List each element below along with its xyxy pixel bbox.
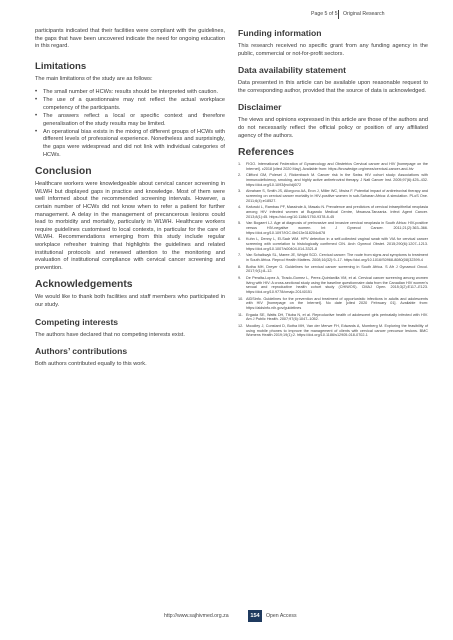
conclusion-text: Healthcare workers were knowledgeable about cervical cancer screening in WLWH but displayed gaps in practice and knowledge. Most of them were well informed about the recommended screening intervals. However, a certain number of HCWs did not know when to refer a patient for further management. A delay in the management of precancerous lesions could lead to morbidity and mortality, particularly in WLWH. Healthcare workers require guidelines customised to local contexts, in particular for the care of WLWH. Recommendations emerging from this study include regular workplace refresher training that highlights the guidelines and related institutional protocols and renewed attention to the monitoring and evaluation of institutional compliance with cervical cancer screening and prevention. <box>35 181 225 271</box>
reference-item: 10. AIDSinfo. Guidelines for the prevention and treatment of opportunistic infections in adults and adolescents with HIV [homepage on the Internet]. No date [cited 2020 February 01]. Available from: https://aidsinfo.nih.gov/guidelines <box>238 296 428 311</box>
reference-item: 11. Ergada SE, Watts DH, Tituba N, et al. Reproductive health of adolescent girls perinatally infected with HIV. Am J Public Health. 2007;97(6):1047–1052. <box>238 312 428 322</box>
intro-paragraph: participants indicated that their facilities were compliant with the guidelines, the gaps that have been uncovered indicate the need for ongoing education in this regard. <box>35 28 225 50</box>
funding-heading: Funding information <box>238 28 322 38</box>
right-column <box>238 28 428 340</box>
references-heading: References <box>238 147 295 159</box>
limitations-list <box>35 89 225 159</box>
reference-item: 5. Van Bogaert LJ. Age at diagnosis of preinvasive and invasive cervical neoplasia in South Africa: HIV-positive versus HIV-negative women. Int J Gynecol Cancer. 2011;21(2):363–366. https://doi.org/10.1097/IGC.0b013e318204c678 <box>238 221 428 235</box>
header-separator <box>338 10 339 19</box>
limitation-item: • The small number of HCWs: results should be interpreted with caution. <box>35 89 225 97</box>
limitation-item: • The use of a questionnaire may not reflect the actual workplace competency of the participants. <box>35 97 225 112</box>
data-availability-text: Data presented in this article can be available upon reasonable request to the corresponding author, provided that the source of data is acknowledged. <box>238 80 428 94</box>
page-header <box>0 10 453 22</box>
competing-interests-heading: Competing interests <box>35 316 119 327</box>
disclaimer-heading: Disclaimer <box>238 102 282 113</box>
limitation-item: • An operational bias exists in the mixing of different groups of HCWs with different levels of professional experience. Nonetheless and surprisingly, the gaps were widespread and did not link with individual categories of HCWs. <box>35 129 225 159</box>
reference-item: 7. Van Schalkwyk SL, Maree JE, Wright SCD. Cervical cancer: The route from signs and symptoms to treatment in South Africa. Reprod Health Matters. 2008;16(32):9–17. https://doi.org/10.1016/S0968-8080(08)32399-4 <box>238 253 428 263</box>
journal-url-link[interactable]: http://www.sajhivmed.org.za <box>164 613 229 619</box>
acknowledgements-heading: Acknowledgements <box>35 279 133 291</box>
acknowledgements-text: We would like to thank both facilities and staff members who participated in our study. <box>35 294 225 308</box>
disclaimer-text: The views and opinions expressed in this article are those of the authors and do not necessarily reflect the official policy or position of any affiliated agency of the authors. <box>238 117 428 139</box>
section-label: Original Research <box>343 11 385 17</box>
conclusion-heading: Conclusion <box>35 166 92 178</box>
left-column <box>35 28 225 375</box>
reference-item: 8. Botha MH, Dreyer G. Guidelines for cervical cancer screening in South Africa. S Afr J Gynaecol Oncol. 2017;9(1):8–12. <box>238 264 428 274</box>
page-indicator: Page 5 of 5 <box>311 11 338 17</box>
reference-item: 1. FIGO. International Federation of Gynaecology and Obstetrics Cervical cancer and HIV [homepage on the Internet]. c2018 [cited 2020 May]. Available from: https://knowledge.org/news/cervical-cancer-and-hiv <box>238 162 428 171</box>
competing-interests-text: The authors have declared that no competing interests exist. <box>35 331 185 338</box>
authors-contributions-text: Both authors contributed equally to this work. <box>35 361 147 368</box>
reference-item: 9. De Peralta-Lopez A, Tirado-Gomez L, Perez-Quintanilla VM, et al. Cervical cancer screening among women living with HIV: A cross-sectional study using the baseline questionnaire data from the Canadian HIV women’s sexual and reproductive health cohort study (CHIWOS). CMAJ Open. 2015;3(2):E117–E123. https://doi.org/10.9778/cmajo.20140151 <box>238 276 428 295</box>
authors-contributions-heading: Authors’ contributions <box>35 346 128 357</box>
limitation-item: • The answers reflect a local or specific context and therefore generalisation of the study results may be limited. <box>35 113 225 128</box>
reference-item: 6. Kuhn L, Denny L, El-Sadr WM. HPV detection in a self-collected vaginal swab with VIA for cervical cancer screening with correlation to histologically confirmed CIN. Arch Gynecol Obstet. 2015;290(6):1207–1213. https://doi.org/10.1007/s00404-014-3321-8 <box>238 237 428 251</box>
page-number-badge: 154 <box>248 610 262 622</box>
reference-item: 2. Clifford GM, Polesel J, Rickenbach M. Cancer risk in the Swiss HIV cohort study: Associations with immunodeficiency, smoking, and highly active antiretroviral therapy. J Natl Cancer Inst. 2005;97(6):425–432. https://doi.org/10.1093/jnci/dji072 <box>238 173 428 187</box>
data-availability-heading: Data availability statement <box>238 65 346 76</box>
funding-text: This research received no specific grant from any funding agency in the public, commercial or not-for-profit sectors. <box>238 43 428 57</box>
reference-item: 12. Moodley J, Constant D, Botha MH, Van der Merwe FH, Edwards A, Momberg M. Exploring the feasibility of using mobile phones to improve the management of clients with cervical cancer precursor lesions. BMC Womens Health 2019;19(1):2. https://doi.org/10.1186/s12905-018-0702-1 <box>238 324 428 338</box>
reference-item: 3. Abraham S, Smith JS, Allorgono AA, Eron J, Miller WC, Mwira F. Potential impact of antiretroviral therapy and screening on cervical cancer mortality in HIV-positive women in sub-Saharan Africa: A simulation. PLoS One. 2011;6(4):e18527. <box>238 189 428 203</box>
reference-item: 4. Kafuruki L, Rambau PF, Massinde A, Masalu N. Prevalence and predictors of cervical intraepithelial neoplasia among HIV infected women at Bugando Medical Centre, Mwanza-Tanzania. Infect Agent Cancer. 2013;8(1):45. https://doi.org/10.1186/1750-9378-8-45 <box>238 205 428 219</box>
open-access-label: Open Access <box>266 613 297 619</box>
limitations-intro: The main limitations of the study are as follows: <box>35 75 153 82</box>
limitations-heading: Limitations <box>35 60 87 72</box>
references-list <box>238 162 428 338</box>
page-footer <box>0 610 453 624</box>
